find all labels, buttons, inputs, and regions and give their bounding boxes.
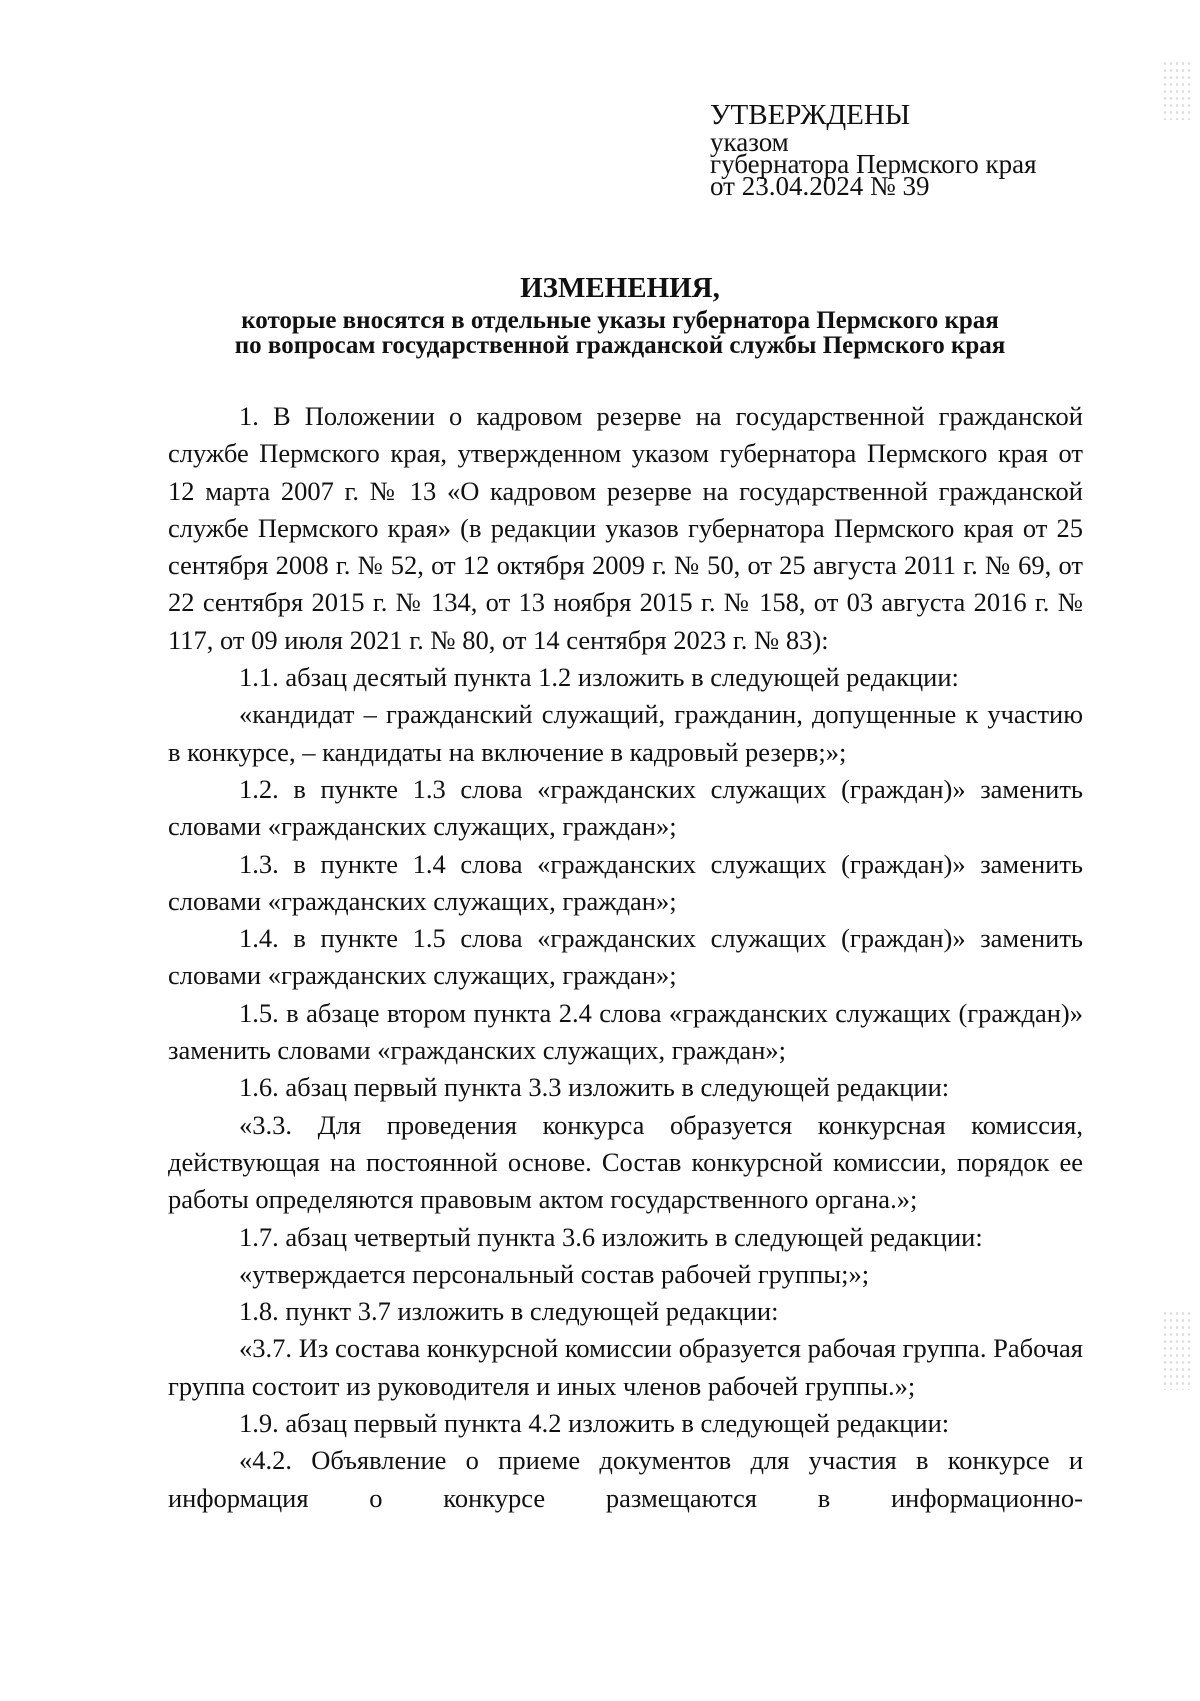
paragraph-1-6: 1.6. абзац первый пункта 3.3 изложить в следующей редакции: [239, 1072, 950, 1103]
paragraph-1-1: 1.1. абзац десятый пункта 1.2 изложить в следующей редакции: [239, 662, 959, 693]
paragraph-1-7: 1.7. абзац четвертый пункта 3.6 изложить в следующей редакции: [239, 1221, 983, 1252]
paragraph-1: 1. В Положении о кадровом резерве на государственной гражданской службе Пермского края, утвержденном указом губернатора Пермского края от 12 марта 2007 г. № 13 «О кадровом резерве на государственной гражданской службе Пермского края» (в редакции указов губернатора Пермского края от 25 сентября 2008 г. № 52, от 12 октября 2009 г. № 50, от 25 августа 2011 г. № 69, от 22 сентября 2015 г. № 134, от 13 ноября 2015 г. № 158, от 03 августа 2016 г. № 117, от 09 июля 2021 г. № 80, от 14 сентября 2023 г. № 83): [168, 401, 1083, 655]
subtitle-line-1: которые вносятся в отдельные указы губернатора Пермского края [241, 307, 999, 334]
paragraph-1-4: 1.4. в пункте 1.5 слова «гражданских служащих (граждан)» заменить словами «гражданских служащих, граждан»; [168, 923, 1083, 991]
paragraph-1-5: 1.5. в абзаце втором пункта 2.4 слова «гражданских служащих (граждан)» заменить словами «гражданских служащих, граждан»; [168, 997, 1083, 1066]
paragraph-1-9: 1.9. абзац первый пункта 4.2 изложить в следующей редакции: [239, 1408, 950, 1439]
paragraph-1-8: 1.8. пункт 3.7 изложить в следующей редакции: [239, 1296, 779, 1327]
paragraph-1-6-text: «3.3. Для проведения конкурса образуется конкурсная комиссия, действующая на постоянной основе. Состав конкурсной комиссии, порядок ее работы определяются правовым актом государственного органа.»; [168, 1109, 1083, 1215]
scan-noise-mark [1162, 60, 1192, 120]
paragraph-1-7-text: «утверждается персональный состав рабочей группы;»; [239, 1258, 870, 1289]
approval-line-governor: губернатора Пермского края [710, 149, 1037, 179]
subtitle-line-2: по вопросам государственной гражданской службы Пермского края [234, 332, 1006, 359]
document-subtitle [120, 308, 1120, 358]
paragraph-1-3: 1.3. в пункте 1.4 слова «гражданских служащих (граждан)» заменить словами «гражданских служащих, граждан»; [168, 848, 1083, 916]
approval-stamp-block [710, 99, 1150, 201]
paragraph-1-1-text: «кандидат – гражданский служащий, гражданин, допущенные к участию в конкурсе, – кандидаты на включение в кадровый резерв;»; [168, 699, 1083, 767]
paragraph-1-2: 1.2. в пункте 1.3 слова «гражданских служащих (граждан)» заменить словами «гражданских служащих, граждан»; [168, 773, 1083, 842]
approval-line-date-number: от 23.04.2024 № 39 [710, 171, 930, 201]
approval-heading: УТВЕРЖДЕНЫ [710, 99, 911, 131]
document-body [168, 398, 1083, 1517]
scan-noise-mark [1162, 1310, 1192, 1390]
approval-line-decree: указом [710, 127, 789, 157]
document-title: ИЗМЕНЕНИЯ, [520, 272, 720, 304]
paragraph-1-8-text: «3.7. Из состава конкурсной комиссии образуется рабочая группа. Рабочая группа состоит из руководителя и иных членов рабочей группы.»; [168, 1333, 1083, 1401]
paragraph-1-9-text: «4.2. Объявление о приеме документов для участия в конкурсе и информация о конкурсе размещаются в информационно- [168, 1445, 1083, 1513]
